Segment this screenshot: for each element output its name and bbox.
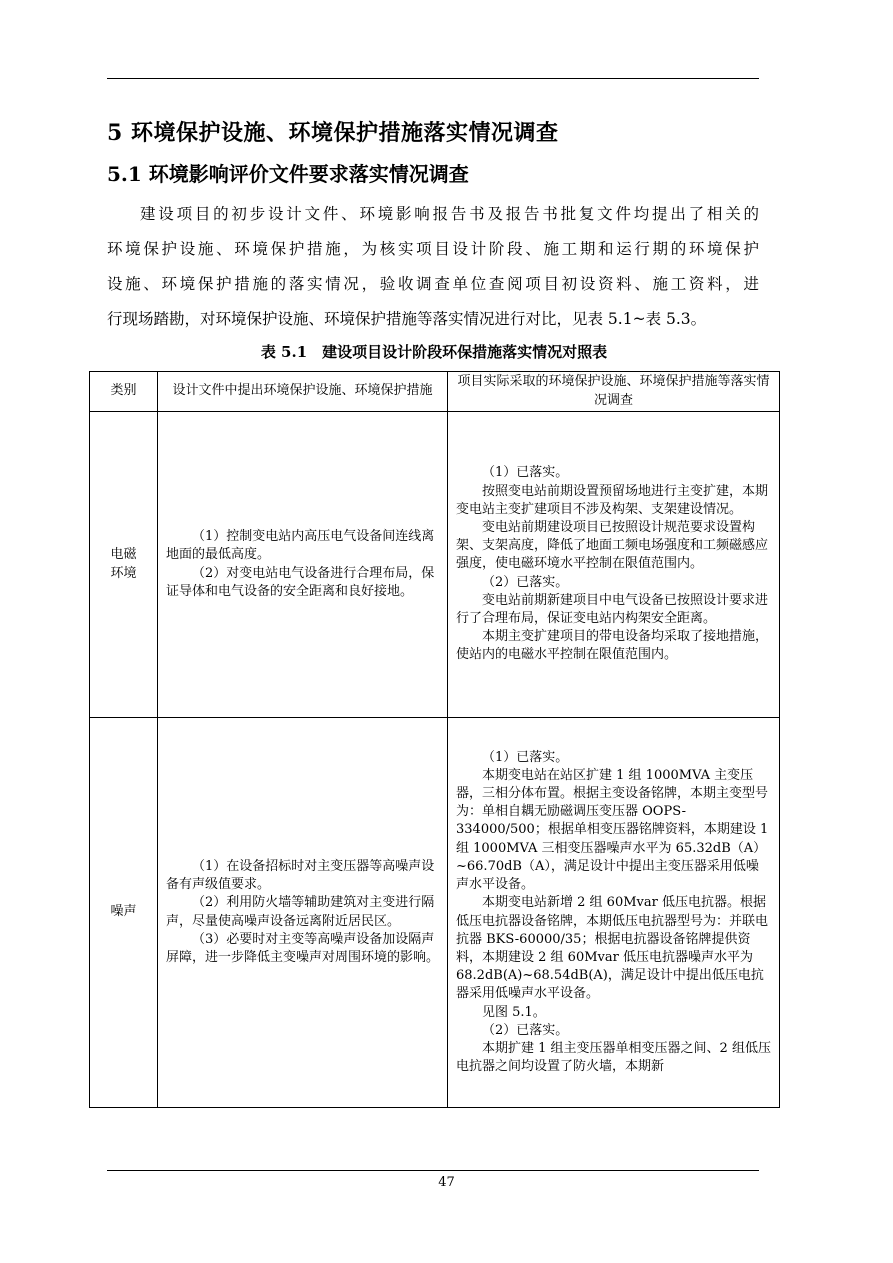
table-header-row xyxy=(90,372,780,412)
design-item: （2）对变电站电气设备进行合理布局，保证导体和电气设备的安全距离和良好接地。 xyxy=(166,565,435,599)
actual-item: （1）已落实。 xyxy=(482,465,569,481)
footer-rule xyxy=(107,1170,759,1171)
category-cell xyxy=(90,718,158,1108)
category-label: 电磁环境 xyxy=(110,547,137,581)
intro-line: 建设项目的初步设计文件、环境影响报告书及报告书批复文件均提出了相关的 xyxy=(140,205,759,223)
subsection-heading: 5.1 环境影响评价文件要求落实情况调查 xyxy=(107,162,469,186)
actual-item: （2）已落实。 xyxy=(482,574,569,590)
intro-line: 环境保护设施、环境保护措施，为核实项目设计阶段、施工期和运行期的环境保护 xyxy=(107,240,759,258)
actual-item: 本期主变扩建项目的带电设备均采取了接地措施，使站内的电磁水平控制在限值范围内。 xyxy=(456,629,769,663)
actual-item: 本期扩建 1 组主变压器单相变压器之间、2 组低压电抗器之间均设置了防火墙，本期新 xyxy=(456,1040,771,1075)
actual-item: 本期变电站新增 2 组 60Mvar 低压电抗器。根据低压电抗器设备铭牌，本期低压电抗器型号为：并联电抗器 BKS-60000/35；根据电抗器设备铭牌提供资料，本期建设 2 组 60Mvar 低压电抗器噪声水平为 68.2dB(A)~68.54dB(A)，满足设计中提出低压电抗器采用低噪声水平设备。 xyxy=(456,895,769,1002)
category-cell xyxy=(90,412,158,718)
category-label: 噪声 xyxy=(110,904,137,920)
table-row xyxy=(90,412,780,718)
header-actual: 项目实际采取的环境保护设施、环境保护措施等落实情况调查 xyxy=(448,372,780,412)
design-item: （1）控制变电站内高压电气设备间连线离地面的最低高度。 xyxy=(166,529,435,563)
actual-cell xyxy=(448,718,780,1108)
comparison-table xyxy=(89,371,780,1108)
table-row xyxy=(90,718,780,1108)
design-item: （3）必要时对主变等高噪声设备加设隔声屏障，进一步降低主变噪声对周围环境的影响。 xyxy=(166,931,440,965)
header-rule xyxy=(107,78,759,79)
actual-item: （2）已落实。 xyxy=(482,1022,569,1038)
header-category: 类别 xyxy=(90,372,158,412)
intro-line: 设施、环境保护措施的落实情况，验收调查单位查阅项目初设资料、施工资料，进 xyxy=(107,275,759,293)
design-cell xyxy=(158,412,448,718)
section-heading: 5 环境保护设施、环境保护措施落实情况调查 xyxy=(107,120,559,146)
actual-item: 见图 5.1。 xyxy=(482,1004,546,1020)
design-item: （1）在设备招标时对主变压器等高噪声设备有声级值要求。 xyxy=(166,858,435,893)
page-number: 47 xyxy=(438,1175,455,1190)
actual-item: 按照变电站前期设置预留场地进行主变扩建，本期变电站主变扩建项目不涉及构架、支架建设情况。 xyxy=(456,483,769,517)
table-caption: 表 5.1 建设项目设计阶段环保措施落实情况对照表 xyxy=(260,343,608,361)
intro-paragraph xyxy=(107,197,759,337)
intro-line: 行现场踏勘，对环境保护设施、环境保护措施等落实情况进行对比，见表 5.1~表 5.3。 xyxy=(107,310,707,328)
design-item: （2）利用防火墙等辅助建筑对主变进行隔声，尽量使高噪声设备远离附近居民区。 xyxy=(166,895,435,929)
actual-cell xyxy=(448,412,780,718)
header-design: 设计文件中提出环境保护设施、环境保护措施 xyxy=(158,372,448,412)
actual-item: 变电站前期建设项目已按照设计规范要求设置构架、支架高度，降低了地面工频电场强度和工频磁感应强度，使电磁环境水平控制在限值范围内。 xyxy=(456,519,769,572)
actual-item: （1）已落实。 xyxy=(482,749,569,765)
design-cell xyxy=(158,718,448,1108)
actual-item: 变电站前期新建项目中电气设备已按照设计要求进行了合理布局，保证变电站内构架安全距离。 xyxy=(456,592,769,626)
actual-item: 本期变电站在站区扩建 1 组 1000MVA 主变压器，三相分体布置。根据主变设备铭牌，本期主变型号为：单相自耦无励磁调压变压器 OOPS-334000/500；根据单相变压器铭牌资料，本期建设 1 组 1000MVA 三相变压器噪声水平为 65.32dB（A）~66.70dB（A），满足设计中提出主变压器采用低噪声水平设备。 xyxy=(456,767,769,893)
